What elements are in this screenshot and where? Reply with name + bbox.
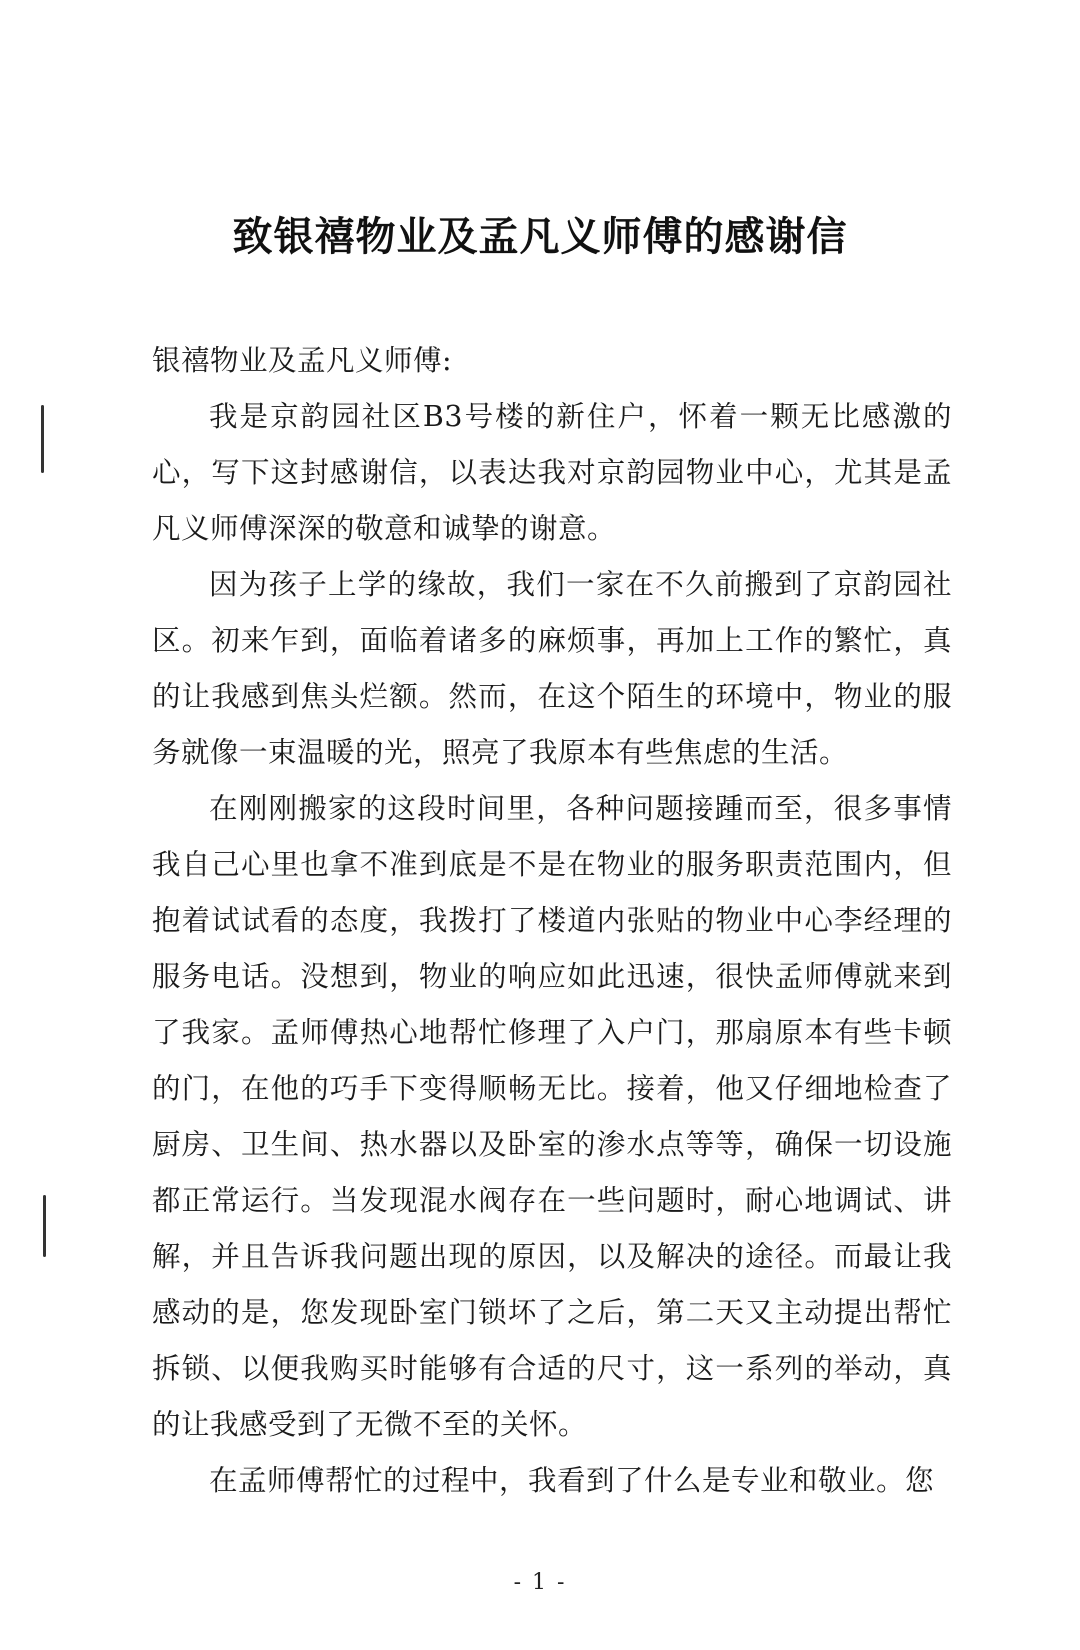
binding-mark (41, 405, 44, 473)
binding-mark (43, 1195, 46, 1257)
paragraph: 我是京韵园社区B3号楼的新住户，怀着一颗无比感激的心，写下这封感谢信，以表达我对京韵园物业中心，尤其是孟凡义师傅深深的敬意和诚挚的谢意。 (152, 400, 952, 545)
paragraph: 因为孩子上学的缘故，我们一家在不久前搬到了京韵园社区。初来乍到，面临着诸多的麻烦事，再加上工作的繁忙，真的让我感到焦头烂额。然而，在这个陌生的环境中，物业的服务就像一束温暖的光，照亮了我原本有些焦虑的生活。 (152, 568, 952, 769)
paragraph: 在刚刚搬家的这段时间里，各种问题接踵而至，很多事情我自己心里也拿不准到底是不是在物业的服务职责范围内，但抱着试试看的态度，我拨打了楼道内张贴的物业中心李经理的服务电话。没想到，物业的响应如此迅速，很快孟师傅就来到了我家。孟师傅热心地帮忙修理了入户门，那扇原本有些卡顿的门，在他的巧手下变得顺畅无比。接着，他又仔细地检查了厨房、卫生间、热水器以及卧室的渗水点等等，确保一切设施都正常运行。当发现混水阀存在一些问题时，耐心地调试、讲解，并且告诉我问题出现的原因，以及解决的途径。而最让我感动的是，您发现卧室门锁坏了之后，第二天又主动提出帮忙拆锁、以便我购买时能够有合适的尺寸，这一系列的举动，真的让我感受到了无微不至的关怀。 (152, 792, 952, 1441)
salutation: 银禧物业及孟凡义师傅: (152, 344, 453, 377)
letter-title: 致银禧物业及孟凡义师傅的感谢信 (232, 214, 848, 260)
page-number: - 1 - (513, 1570, 567, 1595)
paragraph: 在孟师傅帮忙的过程中，我看到了什么是专业和敬业。您 (209, 1464, 935, 1497)
letter-body (152, 333, 952, 1509)
